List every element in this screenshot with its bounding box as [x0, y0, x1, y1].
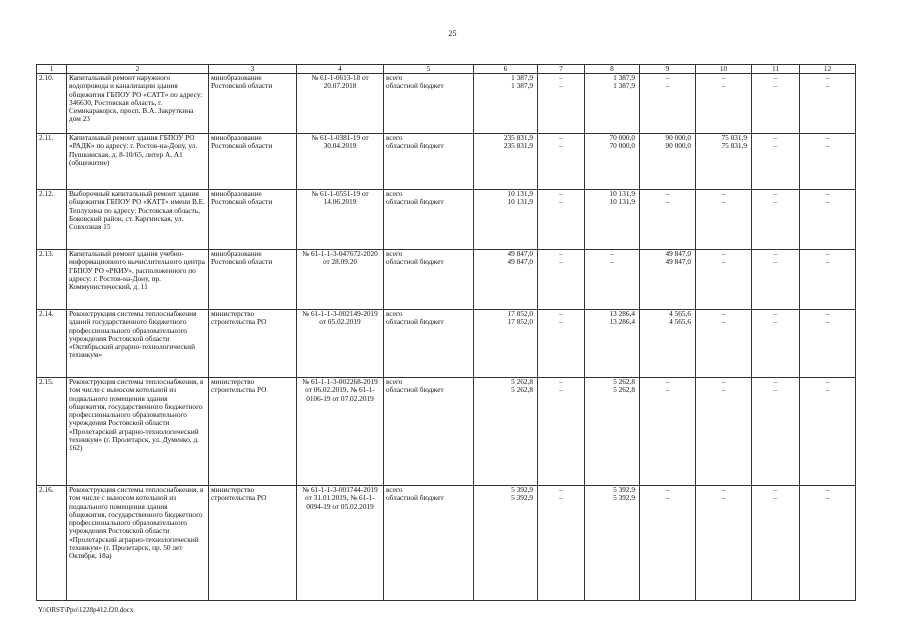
amount-col-12-value: –: [825, 81, 830, 91]
amount-col-11-value: –: [773, 249, 778, 258]
amount-col-7-value: –: [559, 249, 563, 258]
funding-source-value: всего: [386, 309, 403, 318]
amount-col-8: [585, 250, 640, 310]
amount-col-12-value: –: [825, 73, 830, 82]
amount-col-9-value: 4 565,6: [669, 317, 691, 327]
total-amount-value: 17 852,0: [507, 317, 533, 327]
file-path-footer: Y:\ORST\Ppo\1228p412.f20.docx: [38, 606, 134, 614]
amount-col-10: [696, 190, 752, 250]
col-header: 8: [585, 65, 640, 74]
amount-col-10-value: –: [721, 485, 726, 494]
amount-col-10-value: –: [721, 197, 726, 207]
amount-col-9-value: 4 565,6: [669, 309, 691, 318]
amount-col-9-value: –: [665, 189, 670, 198]
amount-col-11: [752, 310, 800, 378]
amount-col-9-value: 49 847,0: [665, 257, 691, 267]
amount-col-11-value: –: [773, 257, 778, 267]
total-amount: [474, 190, 538, 250]
funding-source-value: областной бюджет: [386, 385, 444, 395]
amount-col-8-value: 5 262,8: [613, 377, 635, 386]
col-header: 11: [752, 65, 800, 74]
amount-col-12: [800, 486, 856, 601]
customer: министерство строительства РО: [209, 378, 297, 486]
amount-col-10: [696, 250, 752, 310]
amount-col-12: [800, 134, 856, 190]
amount-col-7-value: –: [559, 189, 563, 198]
document-ref: № 61-1-0613-18 от 20.07.2018: [297, 74, 384, 134]
amount-col-8-value: 13 286,4: [609, 317, 635, 327]
funding-source: [384, 190, 474, 250]
amount-col-11-value: –: [773, 385, 778, 395]
table-row: [37, 74, 856, 134]
funding-source-value: областной бюджет: [386, 197, 444, 207]
funding-source-value: всего: [386, 249, 403, 258]
total-amount-value: 49 847,0: [507, 257, 533, 267]
object-name: Реконструкция системы теплоснабжения зданий государственного бюджетного профессионального образовательного учреждения Ростовской области «Октябрьский аграрно-технологический техникум»: [67, 310, 209, 378]
program-table: [36, 64, 856, 601]
total-amount: [474, 250, 538, 310]
amount-col-11: [752, 378, 800, 486]
amount-col-8-value: 5 262,8: [613, 385, 635, 395]
amount-col-9-value: 49 847,0: [665, 249, 691, 258]
amount-col-7: [538, 310, 585, 378]
total-amount-value: 5 392,9: [511, 485, 533, 494]
customer: министерство строительства РО: [209, 310, 297, 378]
total-amount-value: 17 852,0: [507, 309, 533, 318]
customer: минобразование Ростовской области: [209, 134, 297, 190]
col-header: 5: [384, 65, 474, 74]
amount-col-9: [640, 378, 696, 486]
amount-col-9: [640, 486, 696, 601]
page-number: 25: [448, 29, 457, 38]
amount-col-8: [585, 74, 640, 134]
amount-col-12-value: –: [825, 317, 830, 327]
total-amount: [474, 134, 538, 190]
funding-source: [384, 310, 474, 378]
amount-col-11: [752, 486, 800, 601]
amount-col-12: [800, 310, 856, 378]
amount-col-11: [752, 74, 800, 134]
amount-col-10-value: –: [721, 189, 726, 198]
amount-col-11-value: –: [773, 81, 778, 91]
document-ref: № 61-1-1-3-002149-2019 от 05.02.2019: [297, 310, 384, 378]
amount-col-12-value: –: [825, 133, 830, 142]
amount-col-8-value: 5 392,9: [613, 485, 635, 494]
amount-col-12-value: –: [825, 385, 830, 395]
funding-source: [384, 378, 474, 486]
amount-col-10-value: –: [721, 385, 726, 395]
col-header: 12: [800, 65, 856, 74]
amount-col-8-value: 13 286,4: [609, 309, 635, 318]
object-name: Капитальный ремонт наружного водопровода и канализации здания общежития ГБПОУ РО «САТТ» по адресу: 346630, Ростовская область, г. Семикаракорск, просп. В.А. Закруткина дом 23: [67, 74, 209, 134]
document-ref: № 61-1-0381-19 от 30.04.2019: [297, 134, 384, 190]
col-header: 2: [67, 65, 209, 74]
document-ref: № 61-1-0551-19 от 14.06.2019: [297, 190, 384, 250]
amount-col-12: [800, 250, 856, 310]
amount-col-8: [585, 134, 640, 190]
amount-col-10-value: –: [721, 73, 726, 82]
amount-col-10: [696, 74, 752, 134]
total-amount-value: 235 831,9: [503, 133, 533, 142]
amount-col-11-value: –: [773, 133, 778, 142]
customer: министерство строительства РО: [209, 486, 297, 601]
total-amount-value: 10 131,9: [507, 197, 533, 207]
amount-col-10-value: –: [721, 493, 726, 503]
amount-col-11-value: –: [773, 485, 778, 494]
col-header: 7: [538, 65, 585, 74]
amount-col-12: [800, 74, 856, 134]
table-row: [37, 486, 856, 601]
amount-col-10-value: –: [721, 249, 726, 258]
amount-col-7-value: –: [559, 485, 563, 494]
col-header: 1: [37, 65, 67, 74]
table-row: [37, 310, 856, 378]
object-name: Реконструкция системы теплоснабжения, в том числе с выносом котельной из подвального помещения здания общежития, государственного бюджетного профессионального образовательного учреждения Ростовской области «Пролетарский аграрно-технологический техникум» (г. Пролетарск, ул. Думенко, д. 162): [67, 378, 209, 486]
funding-source-value: областной бюджет: [386, 493, 444, 503]
object-name: Капитальный ремонт здания учебно-информационного вычислительного центра ГБПОУ РО «РКИУ», расположенного по адресу: г. Ростов-на-Дону, пр. Коммунистический, д. 11: [67, 250, 209, 310]
col-header: 9: [640, 65, 696, 74]
amount-col-12-value: –: [825, 249, 830, 258]
amount-col-7-value: –: [559, 377, 563, 386]
row-number: 2.11.: [37, 134, 67, 190]
amount-col-7-value: –: [559, 317, 563, 327]
amount-col-12-value: –: [825, 493, 830, 503]
amount-col-11: [752, 134, 800, 190]
amount-col-7: [538, 190, 585, 250]
amount-col-10: [696, 378, 752, 486]
amount-col-9-value: 90 000,0: [665, 133, 691, 142]
amount-col-12-value: –: [825, 189, 830, 198]
funding-source-value: всего: [386, 189, 403, 198]
amount-col-12: [800, 378, 856, 486]
amount-col-8-value: 10 131,9: [609, 189, 635, 198]
amount-col-7: [538, 378, 585, 486]
funding-source: [384, 74, 474, 134]
col-header: 4: [297, 65, 384, 74]
total-amount-value: 5 262,8: [511, 377, 533, 386]
amount-col-10-value: –: [721, 309, 726, 318]
amount-col-12-value: –: [825, 377, 830, 386]
amount-col-9-value: –: [665, 81, 670, 91]
amount-col-8-value: 70 000,0: [609, 141, 635, 151]
amount-col-9-value: –: [665, 197, 670, 207]
amount-col-11-value: –: [773, 141, 778, 151]
amount-col-7-value: –: [559, 141, 563, 151]
amount-col-12-value: –: [825, 485, 830, 494]
row-number: 2.15.: [37, 378, 67, 486]
total-amount-value: 5 262,8: [511, 385, 533, 395]
table-row: [37, 250, 856, 310]
funding-source-value: областной бюджет: [386, 317, 444, 327]
amount-col-7-value: –: [559, 385, 563, 395]
amount-col-8-value: 1 387,9: [613, 81, 635, 91]
amount-col-12-value: –: [825, 257, 830, 267]
funding-source-value: областной бюджет: [386, 257, 444, 267]
customer: минобразование Ростовской области: [209, 250, 297, 310]
funding-source-value: всего: [386, 73, 403, 82]
amount-col-9-value: –: [665, 493, 670, 503]
funding-source: [384, 486, 474, 601]
amount-col-10-value: –: [721, 81, 726, 91]
customer: минобразование Ростовской области: [209, 190, 297, 250]
amount-col-7-value: –: [559, 133, 563, 142]
amount-col-11-value: –: [773, 317, 778, 327]
amount-col-11-value: –: [773, 189, 778, 198]
amount-col-9: [640, 190, 696, 250]
amount-col-12-value: –: [825, 197, 830, 207]
amount-col-10-value: 75 831,9: [721, 133, 747, 142]
amount-col-11: [752, 190, 800, 250]
funding-source: [384, 250, 474, 310]
table-row: [37, 134, 856, 190]
object-name: Реконструкция системы теплоснабжения, в том числе с выносом котельной из подвального помещения здания общежития, государственного бюджетного профессионального образовательного учреждения Ростовской области «Пролетарский аграрно-технологический техникум» (г. Пролетарск, пр. 50 лет Октября, 18а): [67, 486, 209, 601]
object-name: Капитальный ремонт здания ГБПОУ РО «РАДК» по адресу: г. Ростов-на-Дону, ул. Пушкинская, д. 8-10/65, литер А, А1 (общежитие): [67, 134, 209, 190]
amount-col-7: [538, 134, 585, 190]
amount-col-9-value: –: [665, 73, 670, 82]
funding-source-value: областной бюджет: [386, 141, 444, 151]
amount-col-10: [696, 486, 752, 601]
amount-col-11-value: –: [773, 377, 778, 386]
total-amount-value: 49 847,0: [507, 249, 533, 258]
funding-source-value: всего: [386, 377, 403, 386]
row-number: 2.13.: [37, 250, 67, 310]
amount-col-7-value: –: [559, 81, 563, 91]
row-number: 2.14.: [37, 310, 67, 378]
total-amount-value: 5 392,9: [511, 493, 533, 503]
amount-col-8-value: 5 392,9: [613, 493, 635, 503]
total-amount-value: 1 387,9: [511, 81, 533, 91]
object-name: Выборочный капитальный ремонт здания общежития ГБПОУ РО «КАТТ» имени В.Е. Теплухина по адресу: Ростовская область, Боковский район, ст. Каргинская, ул. Совхозная 15: [67, 190, 209, 250]
document-ref: № 61-1-1-3-047672-2020 от 28.09.20: [297, 250, 384, 310]
amount-col-9-value: –: [665, 377, 670, 386]
amount-col-9-value: 90 000,0: [665, 141, 691, 151]
col-header: 3: [209, 65, 297, 74]
total-amount: [474, 378, 538, 486]
amount-col-7: [538, 250, 585, 310]
total-amount-value: 10 131,9: [507, 189, 533, 198]
amount-col-11: [752, 250, 800, 310]
funding-source-value: областной бюджет: [386, 81, 444, 91]
amount-col-9: [640, 310, 696, 378]
col-header: 10: [696, 65, 752, 74]
document-ref: № 61-1-1-3-002268-2019 от 06.02.2019, № 61-1-0106-19 от 07.02.2019: [297, 378, 384, 486]
row-number: 2.10.: [37, 74, 67, 134]
amount-col-10-value: 75 831,9: [721, 141, 747, 151]
amount-col-10-value: –: [721, 377, 726, 386]
table-row: [37, 378, 856, 486]
table-row: [37, 190, 856, 250]
amount-col-8: [585, 486, 640, 601]
amount-col-8-value: –: [610, 249, 614, 258]
amount-col-10-value: –: [721, 317, 726, 327]
customer: минобразование Ростовской области: [209, 74, 297, 134]
total-amount-value: 235 831,9: [503, 141, 533, 151]
amount-col-11-value: –: [773, 493, 778, 503]
amount-col-10: [696, 310, 752, 378]
total-amount: [474, 486, 538, 601]
amount-col-7-value: –: [559, 493, 563, 503]
amount-col-8-value: 1 387,9: [613, 73, 635, 82]
amount-col-12: [800, 190, 856, 250]
amount-col-8-value: 70 000,0: [609, 133, 635, 142]
funding-source-value: всего: [386, 133, 403, 142]
amount-col-10: [696, 134, 752, 190]
amount-col-8: [585, 190, 640, 250]
amount-col-11-value: –: [773, 309, 778, 318]
amount-col-12-value: –: [825, 141, 830, 151]
amount-col-9: [640, 250, 696, 310]
amount-col-11-value: –: [773, 73, 778, 82]
document-ref: № 61-1-1-3-001744-2019 от 31.01.2019, № 61-1-0094-19 от 05.02.2019: [297, 486, 384, 601]
amount-col-7: [538, 74, 585, 134]
amount-col-9: [640, 134, 696, 190]
total-amount: [474, 74, 538, 134]
col-header: 6: [474, 65, 538, 74]
amount-col-9: [640, 74, 696, 134]
row-number: 2.12.: [37, 190, 67, 250]
amount-col-7-value: –: [559, 73, 563, 82]
amount-col-9-value: –: [665, 485, 670, 494]
amount-col-12-value: –: [825, 309, 830, 318]
total-amount: [474, 310, 538, 378]
row-number: 2.16.: [37, 486, 67, 601]
amount-col-8: [585, 378, 640, 486]
amount-col-7: [538, 486, 585, 601]
amount-col-8-value: –: [610, 257, 614, 267]
funding-source: [384, 134, 474, 190]
amount-col-8: [585, 310, 640, 378]
funding-source-value: всего: [386, 485, 403, 494]
total-amount-value: 1 387,9: [511, 73, 533, 82]
amount-col-7-value: –: [559, 197, 563, 207]
amount-col-7-value: –: [559, 257, 563, 267]
amount-col-11-value: –: [773, 197, 778, 207]
amount-col-8-value: 10 131,9: [609, 197, 635, 207]
amount-col-7-value: –: [559, 309, 563, 318]
amount-col-10-value: –: [721, 257, 726, 267]
amount-col-9-value: –: [665, 385, 670, 395]
